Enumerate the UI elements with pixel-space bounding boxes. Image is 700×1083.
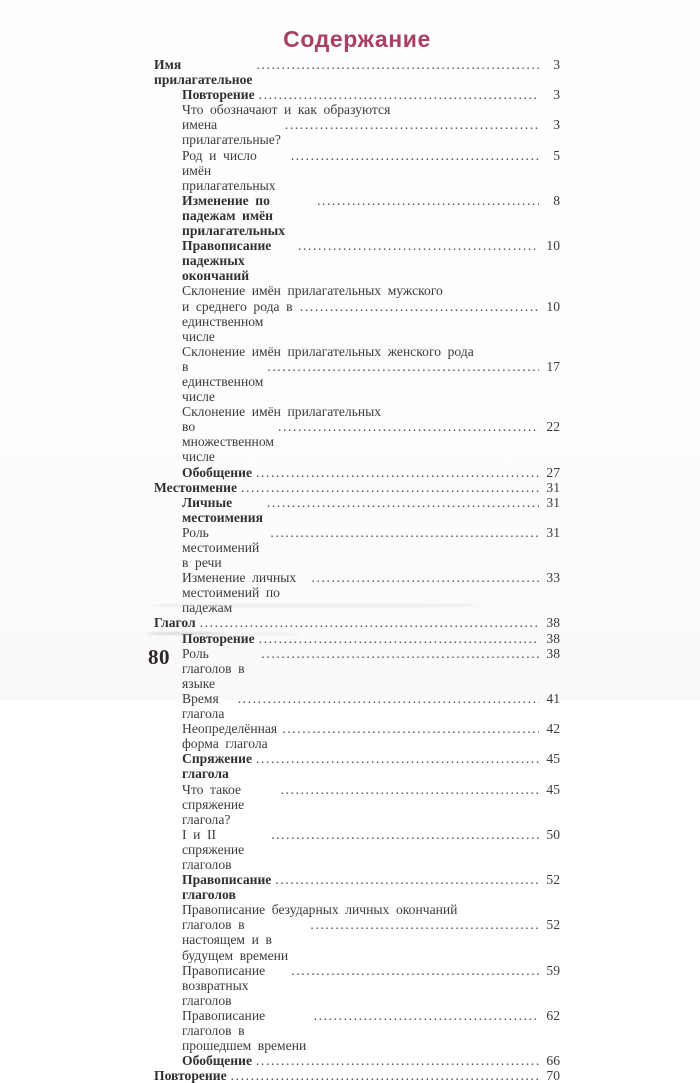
toc-entry-label: Изменение личных местоимений по падежам	[182, 570, 297, 616]
dot-leader	[310, 917, 539, 932]
toc-entry-page: 33	[546, 570, 560, 586]
dot-leader	[278, 419, 539, 434]
toc-entry-label: Роль глаголов в языке	[182, 645, 245, 691]
dot-leader	[285, 117, 539, 132]
toc-entry-label: Повторение	[182, 630, 255, 646]
toc-entry-label: Склонение имён прилагательных	[182, 404, 382, 420]
toc-entry	[154, 963, 560, 1008]
toc-entry	[154, 344, 560, 359]
toc-entry	[154, 87, 560, 102]
toc-entry-page: 3	[553, 117, 560, 133]
toc-entry-page: 38	[546, 630, 560, 646]
toc-entry-label: Склонение имён прилагательных мужского	[182, 283, 443, 299]
dot-leader	[270, 525, 539, 540]
toc-entry	[154, 117, 560, 147]
dot-leader	[259, 87, 539, 102]
toc-entry-page: 70	[546, 1068, 560, 1083]
toc-entry	[154, 1008, 560, 1053]
toc-entry-page: 38	[546, 645, 560, 661]
toc-entry	[154, 646, 560, 691]
toc-entry-page: 31	[546, 479, 560, 495]
dot-leader	[281, 782, 539, 797]
toc-entry	[154, 782, 560, 827]
toc-entry-label: Что обозначают и как образуются	[182, 102, 391, 118]
toc-entry-label: в единственном числе	[182, 358, 264, 405]
toc-entry	[154, 902, 560, 917]
toc-entry-label: Спряжение глагола	[182, 751, 252, 782]
toc-entry-page: 42	[546, 721, 560, 737]
toc-entry	[154, 1053, 560, 1068]
toc-entry-label: Правописание глаголов в прошедшем времени	[182, 1007, 307, 1054]
dot-leader	[267, 495, 539, 510]
dot-leader	[259, 631, 539, 646]
toc-entry-label: Повторение	[182, 87, 255, 103]
toc-entry-label: Повторение	[154, 1068, 227, 1083]
toc-entry-label: глаголов в настоящем и в будущем времени	[182, 917, 289, 963]
toc-entry-label: Склонение имён прилагательных женского рода	[182, 343, 474, 359]
dot-leader	[291, 148, 539, 163]
toc-entry	[154, 283, 560, 298]
toc-entry	[154, 193, 560, 238]
toc-entry-page: 59	[546, 962, 560, 978]
toc-entry	[154, 495, 560, 525]
toc-entry-page: 3	[553, 87, 560, 103]
toc-entry-label: Местоимение	[154, 479, 238, 495]
toc-entry	[154, 148, 560, 193]
dot-leader	[282, 721, 539, 736]
toc-entry	[154, 465, 560, 480]
dot-leader	[238, 691, 539, 706]
toc-entry-page: 52	[546, 872, 560, 888]
toc-entry-label: Роль местоимений в речи	[182, 524, 260, 571]
toc-entry-label: Личные местоимения	[182, 494, 263, 525]
toc-entry	[154, 525, 560, 570]
toc-entry	[154, 721, 560, 751]
toc-entry-label: имена прилагательные?	[182, 117, 281, 148]
toc-entry-page: 10	[546, 298, 560, 314]
dot-leader	[200, 615, 539, 630]
toc-entry-page: 52	[546, 917, 560, 933]
toc-entry	[154, 570, 560, 615]
dot-leader	[261, 646, 539, 661]
toc-entry-page: 31	[546, 494, 560, 510]
toc-entry	[154, 480, 560, 495]
toc-list	[154, 57, 560, 1083]
toc-entry-page: 41	[546, 690, 560, 706]
toc-entry	[154, 691, 560, 721]
toc-entry-label: Обобщение	[182, 1053, 252, 1069]
toc-entry	[154, 404, 560, 419]
dot-leader	[275, 872, 539, 887]
toc-entry-label: Правописание возвратных глаголов	[182, 962, 266, 1008]
dot-leader	[291, 963, 539, 978]
toc-entry	[154, 872, 560, 902]
toc-entry-page: 3	[553, 57, 560, 72]
toc-entry	[154, 827, 560, 872]
dot-leader	[256, 465, 539, 480]
toc-entry-label: Обобщение	[182, 464, 252, 480]
toc-entry-label: Род и число имён прилагательных	[182, 147, 276, 193]
toc-entry-page: 50	[546, 826, 560, 842]
toc-entry-page: 8	[553, 192, 560, 208]
toc-entry-page: 22	[546, 419, 560, 435]
dot-leader	[231, 1068, 539, 1083]
dot-leader	[314, 1008, 539, 1023]
toc-entry-page: 31	[546, 524, 560, 540]
dot-leader	[241, 480, 539, 495]
dot-leader	[256, 751, 539, 766]
toc-entry-label: и среднего рода в единственном числе	[182, 298, 293, 344]
dot-leader	[267, 359, 539, 374]
toc-entry-page: 45	[546, 751, 560, 767]
toc-entry-label: Время глагола	[182, 690, 225, 722]
toc-entry	[154, 57, 560, 87]
toc-entry-label: I и II спряжение глаголов	[182, 826, 245, 872]
toc-entry-label: Имя прилагательное	[154, 57, 253, 88]
toc-entry-page: 10	[546, 238, 560, 254]
toc-entry	[154, 615, 560, 630]
dot-leader	[317, 193, 539, 208]
toc-entry-page: 62	[546, 1007, 560, 1023]
toc-entry-label: Правописание безударных личных окончаний	[182, 902, 458, 918]
toc-entry-label: Изменение по падежам имён прилагательных	[182, 192, 286, 239]
toc-entry	[154, 751, 560, 781]
dot-leader	[311, 570, 539, 585]
dot-leader	[300, 299, 539, 314]
toc-entry	[154, 299, 560, 344]
toc-entry	[154, 917, 560, 962]
toc-entry	[154, 1068, 560, 1083]
toc-entry-page: 45	[546, 781, 560, 797]
page-number: 80	[148, 645, 170, 669]
dot-leader	[271, 827, 539, 842]
toc-entry-label: во множественном числе	[182, 419, 274, 465]
toc-entry-label: Что такое спряжение глагола?	[182, 781, 245, 827]
dot-leader	[256, 57, 539, 72]
toc-entry-label: Неопределённая форма глагола	[182, 721, 278, 752]
dot-leader	[256, 1053, 539, 1068]
toc-entry-page: 66	[546, 1053, 560, 1069]
toc-entry	[154, 359, 560, 404]
toc-entry-label: Глагол	[154, 615, 196, 631]
toc-entry	[154, 238, 560, 283]
toc-entry-page: 27	[546, 464, 560, 480]
dot-leader	[298, 238, 539, 253]
toc-entry-label: Правописание падежных окончаний	[182, 238, 272, 284]
toc-entry	[154, 102, 560, 117]
toc-entry-page: 5	[553, 147, 560, 163]
page-title: Содержание	[283, 26, 431, 52]
toc-entry	[154, 631, 560, 646]
toc-entry-page: 38	[546, 615, 560, 631]
toc-entry-label: Правописание глаголов	[182, 872, 272, 903]
toc-entry	[154, 419, 560, 464]
toc-entry-page: 17	[546, 358, 560, 374]
